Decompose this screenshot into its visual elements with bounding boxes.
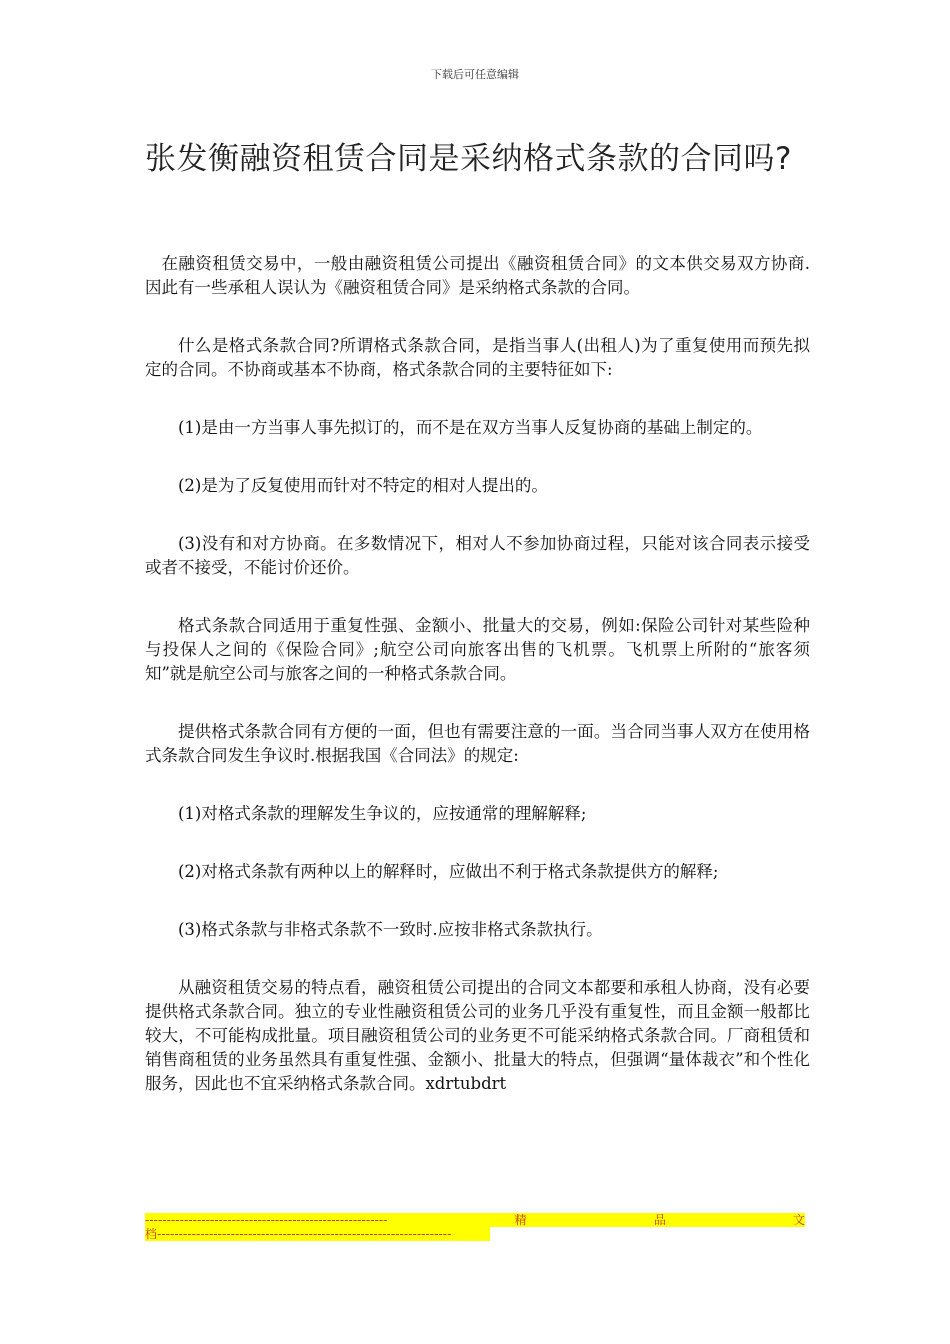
document-title: 张发衡融资租赁合同是采纳格式条款的合同吗? xyxy=(145,141,792,177)
footer-dashes: -------------------------------------------------------- xyxy=(145,1213,388,1227)
footer-char: 品 xyxy=(653,1213,666,1227)
page-footer xyxy=(145,1213,805,1244)
page-header: 下载后可任意编辑 xyxy=(431,68,519,81)
paragraph: (2)是为了反复使用而针对不特定的相对人提出的。 xyxy=(178,476,548,495)
footer-dashes: -------------------------------------------------------------------- xyxy=(157,1227,452,1241)
footer-char: 档 xyxy=(145,1227,158,1241)
paragraph: 从融资租赁交易的特点看，融资租赁公司提出的合同文本都要和承租人协商，没有必要提供格式条款合同。独立的专业性融资租赁公司的业务几乎没有重复性，而且金额一般都比较大，不可能构成批量。项目融资租赁公司的业务更不可能采纳格式条款合同。厂商租赁和销售商租赁的业务虽然具有重复性强、金额小、批量大的特点，但强调“量体裁衣”和个性化服务，因此也不宜采纳格式条款合同。xdrtubdrt xyxy=(145,978,810,1093)
footer-char: 精 xyxy=(514,1213,527,1227)
paragraph: 格式条款合同适用于重复性强、金额小、批量大的交易，例如:保险公司针对某些险种与投保人之间的《保险合同》;航空公司向旅客出售的飞机票。飞机票上所附的“旅客须知”就是航空公司与旅客之间的一种格式条款合同。 xyxy=(145,616,810,683)
paragraph: 在融资租赁交易中，一般由融资租赁公司提出《融资租赁合同》的文本供交易双方协商.因此有一些承租人误认为《融资租赁合同》是采纳格式条款的合同。 xyxy=(145,254,810,297)
paragraph: 提供格式条款合同有方便的一面，但也有需要注意的一面。当合同当事人双方在使用格式条款合同发生争议时.根据我国《合同法》的规定: xyxy=(145,722,810,765)
paragraph: (3)没有和对方协商。在多数情况下，相对人不参加协商过程，只能对该合同表示接受或者不接受，不能讨价还价。 xyxy=(145,534,810,577)
paragraph: (2)对格式条款有两种以上的解释时，应做出不利于格式条款提供方的解释; xyxy=(178,862,719,881)
footer-line-2 xyxy=(145,1227,490,1241)
paragraph: (3)格式条款与非格式条款不一致时.应按非格式条款执行。 xyxy=(178,920,603,939)
footer-char: 文 xyxy=(792,1213,805,1227)
paragraph: 什么是格式条款合同?所谓格式条款合同，是指当事人(出租人)为了重复使用而预先拟定的合同。不协商或基本不协商，格式条款合同的主要特征如下: xyxy=(145,336,810,379)
paragraph: (1)是由一方当事人事先拟订的，而不是在双方当事人反复协商的基础上制定的。 xyxy=(178,418,763,437)
paragraph: (1)对格式条款的理解发生争议的，应按通常的理解解释; xyxy=(178,804,587,823)
footer-line-1 xyxy=(145,1213,805,1227)
document-body xyxy=(145,252,810,1130)
